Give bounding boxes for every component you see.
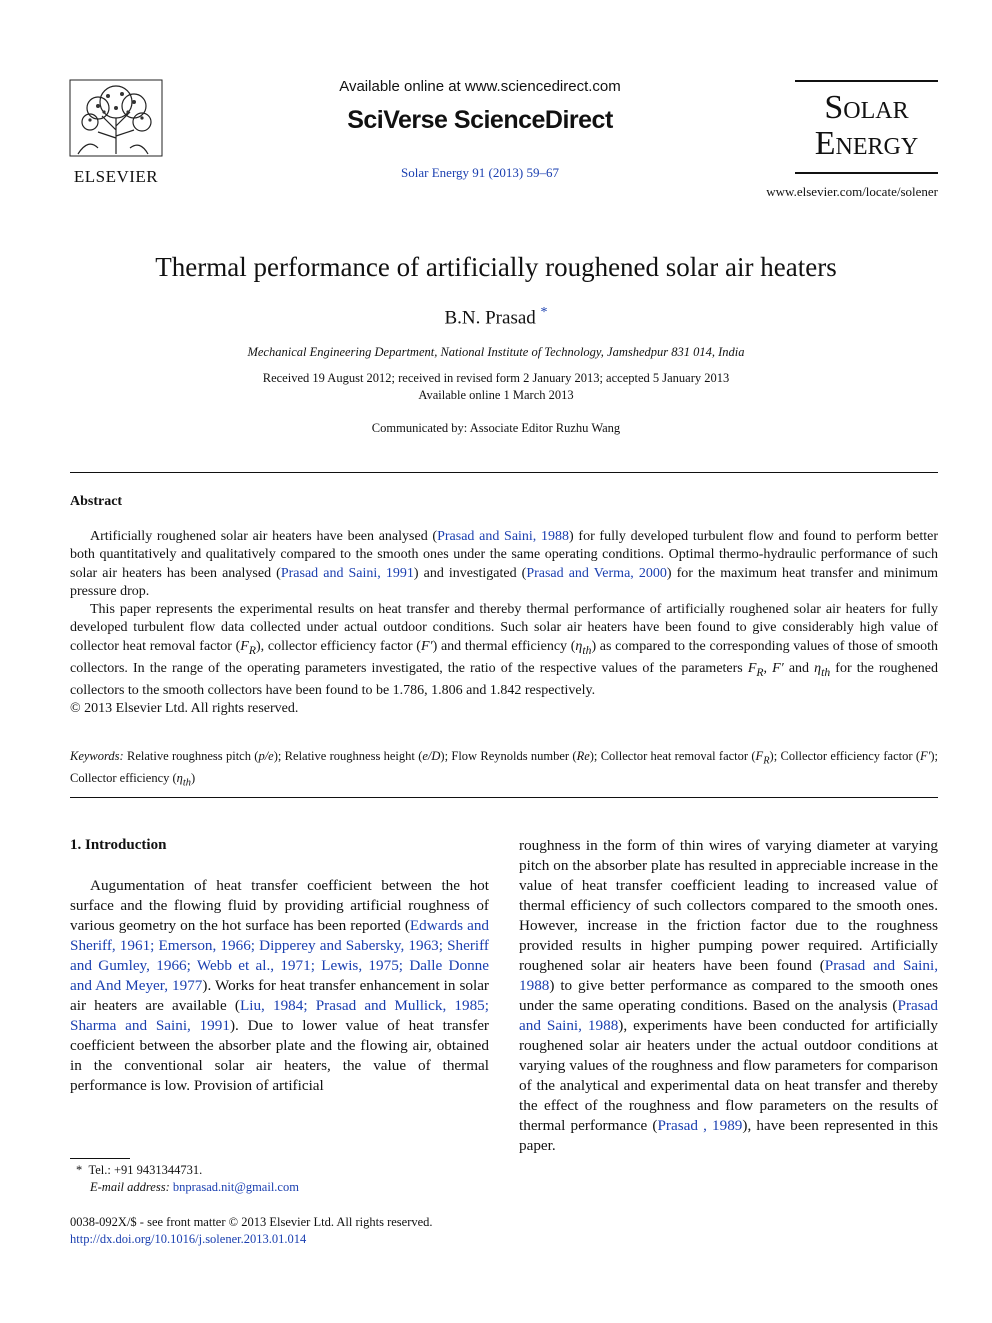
journal-title-line-2: Energy <box>814 125 919 162</box>
footnote-tel: Tel.: +91 9431344731. <box>88 1163 203 1177</box>
citation-link[interactable]: Prasad and Saini, 1991 <box>280 565 414 581</box>
body-column-left <box>70 876 489 1096</box>
author-line <box>40 305 952 329</box>
keywords: Keywords: Relative roughness pitch (p/e); Relative roughness height (e/D); Flow Reynolds number (Re); Collector heat removal factor $(F_R)$; Collector efficiency factor (F′); Collector efficiency $(\eta_{th})$ <box>70 749 938 788</box>
citation-link[interactable]: Prasad and Verma, 2000 <box>526 565 667 581</box>
abstract-paragraph-1: Artificially roughened solar air heaters have been analysed (Prasad and Saini, 1988) for fully developed turbulent flow and found to perform better both quantitatively and qualitatively compared to the smooth ones under the same operating conditions. Optimal thermo-hydraulic performance of such solar air heaters has been analysed (Prasad and Saini, 1991) and investigated (Prasad and Verma, 2000) for the maximum heat transfer and minimum pressure drop. <box>70 529 939 599</box>
author-footnote-mark[interactable]: * <box>540 305 548 320</box>
available-online-date: Available online 1 March 2013 <box>418 388 574 402</box>
citation-link[interactable]: Prasad , 1989 <box>657 1117 743 1134</box>
elsevier-logo <box>68 78 164 186</box>
footnote-mark: * <box>76 1163 83 1177</box>
journal-citation-link[interactable]: Solar Energy 91 (2013) 59–67 <box>401 165 559 180</box>
citation-link[interactable]: Prasad and Saini, 1988 <box>519 957 938 994</box>
elsevier-tree-icon <box>68 78 164 158</box>
doi-link[interactable]: http://dx.doi.org/10.1016/j.solener.2013.01.014 <box>70 1232 307 1246</box>
abstract-heading: Abstract <box>70 494 123 509</box>
author-name: B.N. Prasad <box>444 307 536 329</box>
abstract-body <box>70 528 938 719</box>
communicated-by: Communicated by: Associate Editor Ruzhu Wang <box>371 421 621 435</box>
section-heading-introduction: 1. Introduction <box>70 837 167 853</box>
author-footnote <box>70 1162 489 1196</box>
author-affiliation: Mechanical Engineering Department, National Institute of Technology, Jamshedpur 831 014, India <box>247 345 745 359</box>
article-title: Thermal performance of artificially roughened solar air heaters <box>155 252 837 282</box>
available-online-text: Available online at www.sciencedirect.com <box>339 78 621 95</box>
issn-line: 0038-092X/$ - see front matter © 2013 Elsevier Ltd. All rights reserved. <box>70 1215 433 1229</box>
publisher-name: ELSEVIER <box>73 167 159 186</box>
email-link[interactable]: bnprasad.nit@gmail.com <box>172 1180 299 1194</box>
journal-url: www.elsevier.com/locate/solener <box>766 184 938 199</box>
journal-masthead <box>795 80 938 174</box>
intro-paragraph: Augumentation of heat transfer coefficient between the hot surface and the flowing fluid by providing artificial roughness of various geometry on the hot surface has been reported (Edwards and Sheriff, 1961; Emerson, 1966; Dipperey and Sabersky, 1963; Sheriff and Gumley, 1966; Webb et al., 1971; Lewis, 1975; Dalle Donne and And Meyer, 1977). Works for heat transfer enhancement in solar air heaters are available (Liu, 1984; Prasad and Mullick, 1985; Sharma and Saini, 1991). Due to lower value of heat transfer coefficient between the absorber plate and the flowing air, obtained in the conventional solar air heaters, the value of thermal performance is low. Provision of artificial <box>70 877 490 1094</box>
front-matter-footer <box>70 1214 570 1248</box>
intro-paragraph-continued: roughness in the form of thin wires of varying diameter at varying pitch on the absorber plate has resulted in appreciable increase in the value of heat transfer coefficient leading to increased value of thermal efficiency of such collectors compared to the smooth ones. However, increase in the friction factor due to the roughness provided results in higher pumping power required. Artificially roughened solar air heaters have been found (Prasad and Saini, 1988) to give better performance as compared to the smooth ones under the same operating conditions. Based on the analysis (Prasad and Saini, 1988), experiments have been conducted for artificially roughened solar air heaters under the actual outdoor conditions at varying values of the roughness and flow parameters for comparison of the analytical and experimental data on heat transfer and thereby the effect of the roughness and flow parameters on the results of thermal performance (Prasad , 1989), have been represented in this paper. <box>519 837 938 1154</box>
sciencedirect-wordmark: SciVerse ScienceDirect <box>347 106 613 134</box>
footnote-divider <box>70 1158 130 1159</box>
citation-link[interactable]: Edwards and Sheriff, 1961; Emerson, 1966; Dipperey and Sabersky, 1963; Sheriff and Gumley, 1966; Webb et al., 1971; Lewis, 1975; Dalle Donne and And Meyer, 1977 <box>70 917 490 994</box>
citation-link[interactable]: Prasad and Saini, 1988 <box>437 529 570 544</box>
keywords-label: Keywords: <box>70 749 124 763</box>
citation-link[interactable]: Liu, 1984; Prasad and Mullick, 1985; Sharma and Saini, 1991 <box>70 997 489 1034</box>
citation-link[interactable]: Prasad and Saini, 1988 <box>519 997 938 1034</box>
body-column-right <box>519 836 938 1156</box>
received-dates: Received 19 August 2012; received in revised form 2 January 2013; accepted 5 January 2013 <box>262 371 730 385</box>
divider-top <box>70 472 938 473</box>
abstract-paragraph-2: This paper represents the experimental results on heat transfer and thereby thermal performance of artificially roughened solar air heaters for fully developed turbulent flow data collected under actual outdoor conditions. Such solar air heaters have been found to give considerably high value of collector heat removal factor $(F_R)$, collector efficiency factor (F′) and thermal efficiency $(\eta_{th})$ as compared to the corresponding values of those of smooth collectors. In the range of the operating parameters investigated, the ratio of the respective values of the parameters $F_R$, F′ and $\eta_{th}$ for the roughened collectors to the smooth collectors have been found to be 1.786, 1.806 and 1.842 respectively. <box>70 602 938 698</box>
divider-bottom <box>70 797 938 798</box>
email-label: E-mail address: <box>90 1180 170 1194</box>
journal-title-line-1: Solar <box>824 89 909 126</box>
copyright-line: © 2013 Elsevier Ltd. All rights reserved. <box>70 701 299 717</box>
